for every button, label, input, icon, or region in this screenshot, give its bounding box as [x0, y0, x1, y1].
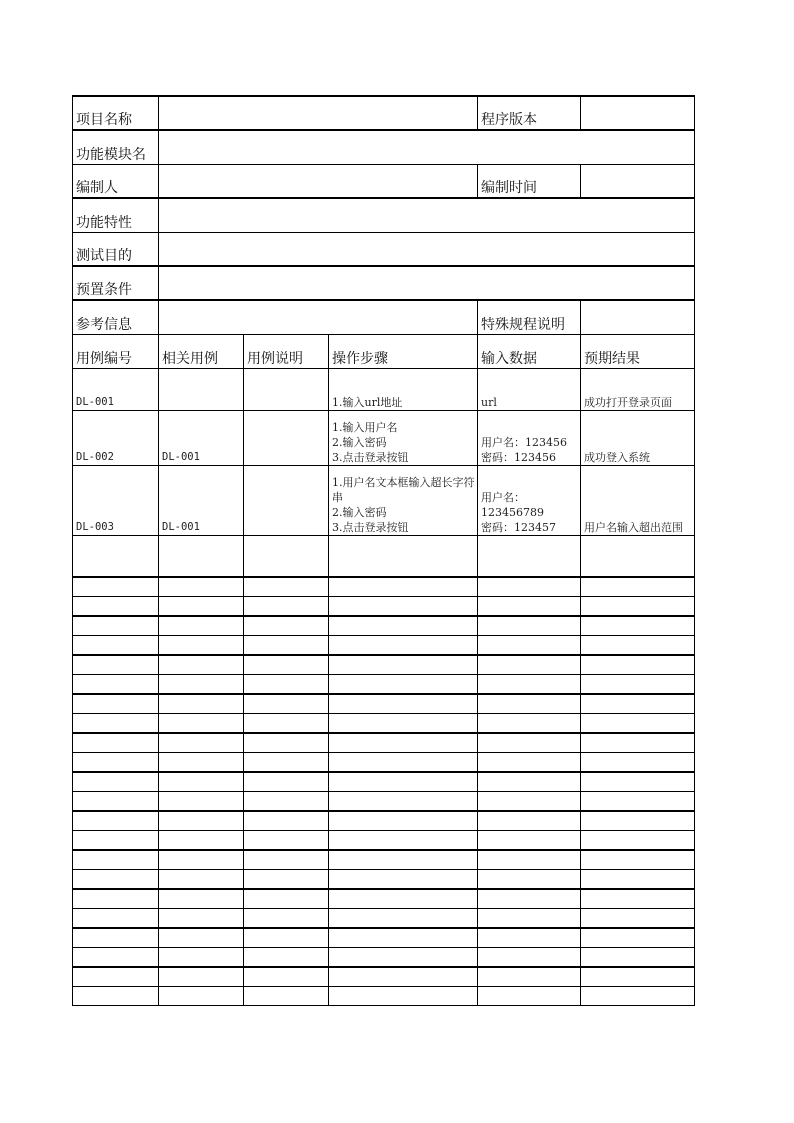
- empty-cell[interactable]: [478, 870, 581, 890]
- input-line: 用户名：: [481, 490, 525, 504]
- empty-row: [73, 831, 695, 851]
- col-header-description: 用例说明: [244, 334, 329, 368]
- date-label: 编制时间: [478, 164, 581, 198]
- empty-cell[interactable]: [581, 694, 695, 714]
- empty-cell[interactable]: [329, 928, 478, 948]
- empty-cell[interactable]: [73, 535, 159, 577]
- empty-cell[interactable]: [581, 577, 695, 597]
- empty-cell[interactable]: [581, 889, 695, 909]
- step-line: 3.点击登录按钮: [332, 520, 409, 534]
- col-header-input: 输入数据: [478, 334, 581, 368]
- empty-cell[interactable]: [478, 948, 581, 968]
- input-line: url: [481, 395, 497, 409]
- empty-cell[interactable]: [329, 870, 478, 890]
- feature-label: 功能特性: [73, 198, 159, 232]
- input-line: 用户名：123456: [481, 435, 567, 449]
- empty-cell[interactable]: [329, 616, 478, 636]
- empty-cell[interactable]: [73, 675, 159, 695]
- empty-cell[interactable]: [581, 928, 695, 948]
- empty-cell[interactable]: [329, 535, 478, 577]
- step-line: 2.输入密码: [332, 435, 387, 449]
- empty-cell[interactable]: [244, 967, 329, 987]
- empty-cell[interactable]: [478, 535, 581, 577]
- empty-row: [73, 889, 695, 909]
- empty-cell[interactable]: [478, 850, 581, 870]
- meta-section: [73, 96, 695, 334]
- empty-cell[interactable]: [73, 889, 159, 909]
- empty-cell[interactable]: [244, 792, 329, 812]
- empty-cell[interactable]: [329, 889, 478, 909]
- case-id-cell[interactable]: DL-003: [73, 465, 159, 535]
- version-cell[interactable]: [581, 96, 695, 130]
- empty-cell[interactable]: [244, 870, 329, 890]
- empty-cell[interactable]: [478, 909, 581, 929]
- empty-cell[interactable]: [159, 792, 244, 812]
- input-cell[interactable]: [478, 410, 581, 465]
- empty-cell[interactable]: [329, 967, 478, 987]
- module-cell[interactable]: [159, 130, 695, 164]
- empty-cell[interactable]: [329, 909, 478, 929]
- empty-cell[interactable]: [581, 870, 695, 890]
- empty-cell[interactable]: [159, 694, 244, 714]
- empty-cell[interactable]: [244, 597, 329, 617]
- special-rule-label: 特殊规程说明: [478, 300, 581, 334]
- empty-cell[interactable]: [329, 655, 478, 675]
- empty-cell[interactable]: [478, 655, 581, 675]
- empty-row: [73, 772, 695, 792]
- empty-row: [73, 636, 695, 656]
- empty-cell[interactable]: [478, 597, 581, 617]
- col-header-related: 相关用例: [159, 334, 244, 368]
- purpose-cell[interactable]: [159, 232, 695, 266]
- date-cell[interactable]: [581, 164, 695, 198]
- author-cell[interactable]: [159, 164, 478, 198]
- empty-cell[interactable]: [581, 831, 695, 851]
- case-desc-cell[interactable]: [244, 368, 329, 410]
- empty-cell[interactable]: [159, 675, 244, 695]
- column-header-row: [73, 334, 695, 368]
- empty-cell[interactable]: [244, 909, 329, 929]
- empty-cell[interactable]: [73, 616, 159, 636]
- empty-cell[interactable]: [159, 967, 244, 987]
- empty-row: [73, 753, 695, 773]
- empty-cell[interactable]: [329, 577, 478, 597]
- empty-cell[interactable]: [244, 675, 329, 695]
- empty-cell[interactable]: [581, 616, 695, 636]
- empty-cell[interactable]: [478, 753, 581, 773]
- empty-cell[interactable]: [581, 675, 695, 695]
- empty-cell[interactable]: [73, 655, 159, 675]
- empty-cell[interactable]: [581, 733, 695, 753]
- case-id-cell[interactable]: DL-001: [73, 368, 159, 410]
- input-cell[interactable]: [478, 368, 581, 410]
- step-line: 2.输入密码: [332, 505, 387, 519]
- empty-cell[interactable]: [73, 909, 159, 929]
- empty-cell[interactable]: [478, 967, 581, 987]
- empty-cell[interactable]: [73, 870, 159, 890]
- empty-cell[interactable]: [244, 577, 329, 597]
- empty-cell[interactable]: [244, 889, 329, 909]
- empty-cell[interactable]: [73, 948, 159, 968]
- empty-cell[interactable]: [478, 889, 581, 909]
- empty-cell[interactable]: [581, 909, 695, 929]
- empty-cell[interactable]: [329, 753, 478, 773]
- empty-cell[interactable]: [73, 987, 159, 1006]
- empty-cell[interactable]: [244, 535, 329, 577]
- col-header-expected: 预期结果: [581, 334, 695, 368]
- input-line: 密码：123456: [481, 450, 556, 464]
- empty-cell[interactable]: [581, 987, 695, 1006]
- case-rows: [73, 368, 695, 577]
- empty-cell[interactable]: [581, 655, 695, 675]
- empty-cell[interactable]: [329, 597, 478, 617]
- empty-cell[interactable]: [73, 714, 159, 734]
- empty-row: [73, 811, 695, 831]
- related-case-cell[interactable]: DL-001: [159, 410, 244, 465]
- empty-row: [73, 792, 695, 812]
- module-label: 功能模块名: [73, 130, 159, 164]
- empty-cell[interactable]: [73, 733, 159, 753]
- empty-cell[interactable]: [329, 792, 478, 812]
- feature-cell[interactable]: [159, 198, 695, 232]
- purpose-label: 测试目的: [73, 232, 159, 266]
- empty-cell[interactable]: [73, 636, 159, 656]
- empty-cell[interactable]: [159, 870, 244, 890]
- empty-cell[interactable]: [159, 831, 244, 851]
- empty-cell[interactable]: [329, 987, 478, 1006]
- empty-cell[interactable]: [73, 850, 159, 870]
- empty-cell[interactable]: [244, 714, 329, 734]
- empty-row: [73, 577, 695, 597]
- empty-cell[interactable]: [244, 850, 329, 870]
- step-line: 1.输入用户名: [332, 420, 398, 434]
- reference-label: 参考信息: [73, 300, 159, 334]
- empty-cell[interactable]: [478, 577, 581, 597]
- empty-row: [73, 694, 695, 714]
- empty-cell[interactable]: [159, 636, 244, 656]
- empty-cell[interactable]: [73, 928, 159, 948]
- empty-cell[interactable]: [244, 987, 329, 1006]
- empty-cell[interactable]: [73, 831, 159, 851]
- empty-row: [73, 675, 695, 695]
- empty-cell[interactable]: [159, 850, 244, 870]
- table-row: [73, 465, 695, 535]
- input-line: 密码：123457: [481, 520, 556, 534]
- empty-cell[interactable]: [581, 850, 695, 870]
- empty-row: [73, 928, 695, 948]
- steps-cell[interactable]: [329, 368, 478, 410]
- empty-cell[interactable]: [478, 636, 581, 656]
- empty-cell[interactable]: [478, 733, 581, 753]
- empty-cell[interactable]: [159, 577, 244, 597]
- case-id-cell[interactable]: DL-002: [73, 410, 159, 465]
- empty-cell[interactable]: [244, 928, 329, 948]
- related-case-cell[interactable]: DL-001: [159, 465, 244, 535]
- empty-cell[interactable]: [244, 811, 329, 831]
- empty-cell[interactable]: [478, 987, 581, 1006]
- empty-row: [73, 987, 695, 1006]
- empty-cell[interactable]: [73, 694, 159, 714]
- empty-row: [73, 850, 695, 870]
- step-line: 3.点击登录按钮: [332, 450, 409, 464]
- empty-cell[interactable]: [244, 655, 329, 675]
- empty-cell[interactable]: [159, 928, 244, 948]
- empty-row: [73, 948, 695, 968]
- empty-cell[interactable]: [478, 694, 581, 714]
- steps-cell[interactable]: [329, 410, 478, 465]
- empty-cell[interactable]: [159, 597, 244, 617]
- empty-cell[interactable]: [73, 753, 159, 773]
- table-row: [73, 410, 695, 465]
- empty-cell[interactable]: [329, 772, 478, 792]
- empty-cell[interactable]: [159, 753, 244, 773]
- empty-cell[interactable]: [478, 811, 581, 831]
- empty-cell[interactable]: [329, 675, 478, 695]
- empty-cell[interactable]: [329, 811, 478, 831]
- project-name-label: 项目名称: [73, 96, 159, 130]
- precondition-cell[interactable]: [159, 266, 695, 300]
- empty-cell[interactable]: [73, 792, 159, 812]
- empty-cell[interactable]: [73, 772, 159, 792]
- empty-cell[interactable]: [244, 616, 329, 636]
- table-row: [73, 535, 695, 577]
- empty-cell[interactable]: [73, 967, 159, 987]
- empty-cell[interactable]: [478, 714, 581, 734]
- empty-cell[interactable]: [159, 655, 244, 675]
- empty-cell[interactable]: [244, 733, 329, 753]
- empty-cell[interactable]: [329, 636, 478, 656]
- empty-cell[interactable]: [581, 597, 695, 617]
- empty-cell[interactable]: [73, 811, 159, 831]
- empty-cell[interactable]: [329, 831, 478, 851]
- step-line: 1.输入url地址: [332, 395, 403, 409]
- empty-cell[interactable]: [478, 772, 581, 792]
- empty-cell[interactable]: [73, 577, 159, 597]
- empty-cell[interactable]: [244, 831, 329, 851]
- empty-cell[interactable]: [244, 694, 329, 714]
- test-case-sheet: [72, 95, 694, 1006]
- case-desc-cell[interactable]: [244, 410, 329, 465]
- related-case-cell[interactable]: [159, 368, 244, 410]
- expected-cell[interactable]: 用户名输入超出范围: [581, 465, 695, 535]
- empty-cell[interactable]: [73, 597, 159, 617]
- empty-cell[interactable]: [329, 733, 478, 753]
- empty-cell[interactable]: [581, 772, 695, 792]
- col-header-case-id: 用例编号: [73, 334, 159, 368]
- test-case-table: [72, 95, 695, 1006]
- empty-cell[interactable]: [581, 636, 695, 656]
- empty-cell[interactable]: [478, 792, 581, 812]
- empty-cell[interactable]: [159, 772, 244, 792]
- steps-cell[interactable]: [329, 465, 478, 535]
- input-cell[interactable]: [478, 465, 581, 535]
- expected-cell[interactable]: 成功登入系统: [581, 410, 695, 465]
- empty-cell[interactable]: [159, 889, 244, 909]
- empty-cell[interactable]: [159, 811, 244, 831]
- empty-cell[interactable]: [159, 535, 244, 577]
- empty-cell[interactable]: [159, 987, 244, 1006]
- empty-cell[interactable]: [581, 792, 695, 812]
- case-desc-cell[interactable]: [244, 465, 329, 535]
- empty-cell[interactable]: [478, 928, 581, 948]
- precondition-label: 预置条件: [73, 266, 159, 300]
- table-row: [73, 368, 695, 410]
- input-line: 123456789: [481, 505, 544, 519]
- empty-cell[interactable]: [159, 909, 244, 929]
- empty-cell[interactable]: [329, 948, 478, 968]
- empty-row: [73, 597, 695, 617]
- empty-cell[interactable]: [581, 948, 695, 968]
- project-name-cell[interactable]: [159, 96, 478, 130]
- empty-cell[interactable]: [244, 948, 329, 968]
- empty-row: [73, 714, 695, 734]
- empty-cell[interactable]: [478, 675, 581, 695]
- empty-row: [73, 733, 695, 753]
- empty-cell[interactable]: [581, 535, 695, 577]
- empty-cell[interactable]: [329, 714, 478, 734]
- empty-row: [73, 870, 695, 890]
- empty-cell[interactable]: [244, 772, 329, 792]
- empty-cell[interactable]: [159, 714, 244, 734]
- empty-cell[interactable]: [581, 753, 695, 773]
- empty-cell[interactable]: [244, 753, 329, 773]
- empty-cell[interactable]: [159, 948, 244, 968]
- version-label: 程序版本: [478, 96, 581, 130]
- reference-cell[interactable]: [159, 300, 478, 334]
- empty-cell[interactable]: [581, 967, 695, 987]
- empty-cell[interactable]: [581, 714, 695, 734]
- empty-cell[interactable]: [329, 850, 478, 870]
- empty-row: [73, 967, 695, 987]
- author-label: 编制人: [73, 164, 159, 198]
- empty-cell[interactable]: [159, 616, 244, 636]
- empty-row: [73, 616, 695, 636]
- empty-row: [73, 909, 695, 929]
- empty-row: [73, 655, 695, 675]
- empty-cell[interactable]: [159, 733, 244, 753]
- empty-cell[interactable]: [329, 694, 478, 714]
- empty-cell[interactable]: [244, 636, 329, 656]
- empty-cell[interactable]: [581, 811, 695, 831]
- step-line: 1.用户名文本框输入超长字符串: [332, 475, 475, 504]
- empty-cell[interactable]: [478, 616, 581, 636]
- expected-cell[interactable]: 成功打开登录页面: [581, 368, 695, 410]
- empty-cell[interactable]: [478, 831, 581, 851]
- empty-rows: [73, 577, 695, 1006]
- special-rule-cell[interactable]: [581, 300, 695, 334]
- col-header-steps: 操作步骤: [329, 334, 478, 368]
